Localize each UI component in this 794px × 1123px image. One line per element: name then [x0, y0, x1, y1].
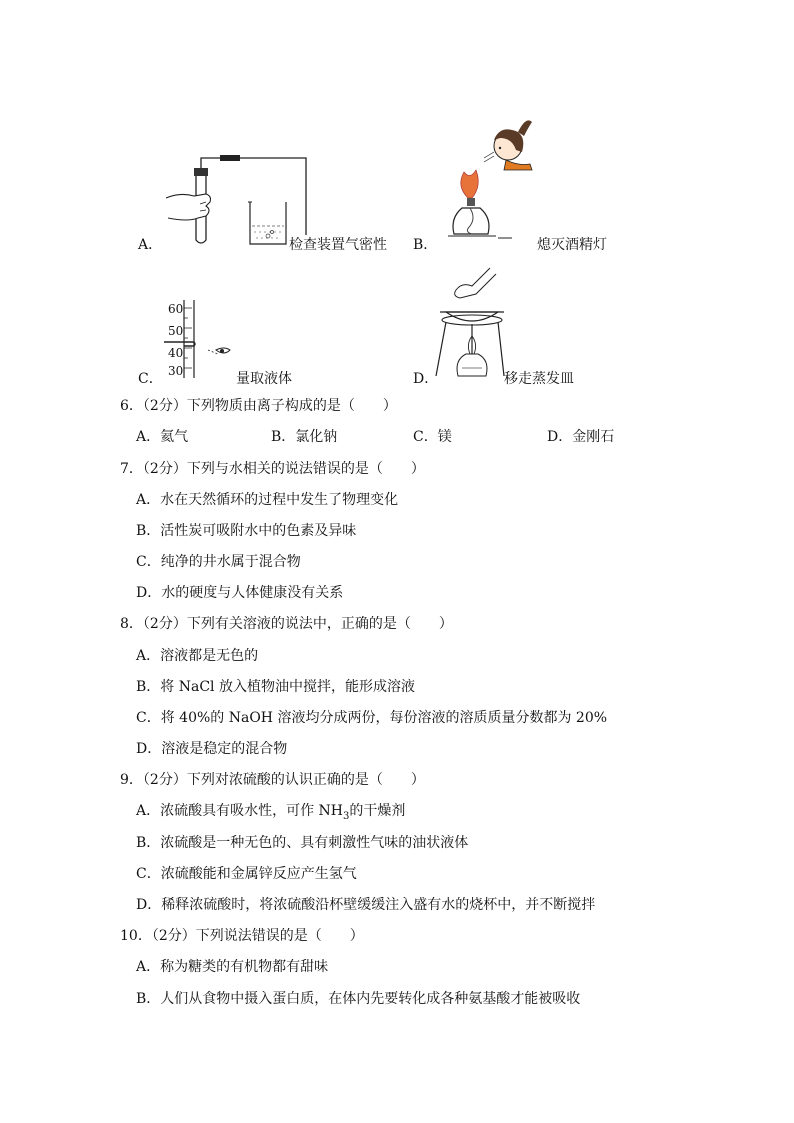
question-6-stem: 6．（2分）下列物质由离子构成的是（ ）: [120, 398, 397, 414]
question-6-option-c: C．镁: [413, 429, 452, 445]
question-6-option-d: D．金刚石: [547, 429, 615, 445]
figure-a-apparatus-illustration: [160, 150, 300, 250]
question-9-option-b: B．浓硫酸是一种无色的、具有刺激性气味的油状液体: [136, 835, 469, 851]
question-9-option-a: [136, 800, 405, 822]
cylinder-tick-50: 50: [168, 324, 184, 338]
question-10-option-b: B．人们从食物中摄入蛋白质，在体内先要转化成各种氨基酸才能被吸收: [136, 991, 581, 1007]
figure-b-caption: 熄灭酒精灯: [537, 237, 607, 253]
figure-b-letter: B．: [413, 237, 438, 253]
figure-a-letter: A．: [138, 237, 163, 253]
cylinder-tick-60: 60: [168, 302, 184, 316]
question-8-option-c: C．将 40%的 NaOH 溶液均分成两份，每份溶液的溶质质量分数都为 20%: [136, 710, 608, 726]
question-9-option-a-subscript: 3: [343, 810, 350, 822]
figure-b-alcohol-lamp-illustration: [440, 108, 540, 248]
figure-c-caption: 量取液体: [236, 371, 292, 387]
cylinder-tick-30: 30: [168, 364, 184, 378]
figure-d-caption: 移走蒸发皿: [504, 371, 574, 387]
figure-a-caption: 检查装置气密性: [289, 237, 387, 253]
question-7-option-b: B．活性炭可吸附水中的色素及异味: [136, 523, 357, 539]
figure-d-evaporating-dish-illustration: [432, 264, 512, 384]
question-9-stem: 9．（2分）下列对浓硫酸的认识正确的是（ ）: [120, 772, 425, 788]
question-9-option-a-text: A．浓硫酸具有吸水性，可作 NH: [136, 803, 344, 819]
question-9-option-a-text-end: 的干燥剂: [349, 803, 406, 819]
question-8-stem: 8．（2分）下列有关溶液的说法中，正确的是（ ）: [120, 616, 453, 632]
question-6-option-b: B．氯化钠: [271, 429, 338, 445]
figure-c-letter: C．: [138, 371, 163, 387]
question-9-option-d: D．稀释浓硫酸时，将浓硫酸沿杯壁缓缓注入盛有水的烧杯中，并不断搅拌: [136, 897, 596, 913]
question-8-option-b: B．将 NaCl 放入植物油中搅拌，能形成溶液: [136, 679, 415, 695]
question-7-option-d: D．水的硬度与人体健康没有关系: [136, 585, 344, 601]
figure-d-letter: D．: [413, 371, 439, 387]
cylinder-tick-40: 40: [168, 346, 184, 360]
question-6-option-a: A．氦气: [136, 429, 189, 445]
question-10-stem: 10．（2分）下列说法错误的是（ ）: [120, 928, 364, 944]
question-10-option-a: A．称为糖类的有机物都有甜味: [136, 959, 329, 975]
question-9-option-c: C．浓硫酸能和金属锌反应产生氢气: [136, 866, 357, 882]
question-7-option-c: C．纯净的井水属于混合物: [136, 554, 301, 570]
question-7-option-a: A．水在天然循环的过程中发生了物理变化: [136, 492, 399, 508]
question-7-stem: 7．（2分）下列与水相关的说法错误的是（ ）: [120, 461, 425, 477]
question-8-option-d: D．溶液是稳定的混合物: [136, 741, 288, 757]
question-8-option-a: A．溶液都是无色的: [136, 648, 259, 664]
